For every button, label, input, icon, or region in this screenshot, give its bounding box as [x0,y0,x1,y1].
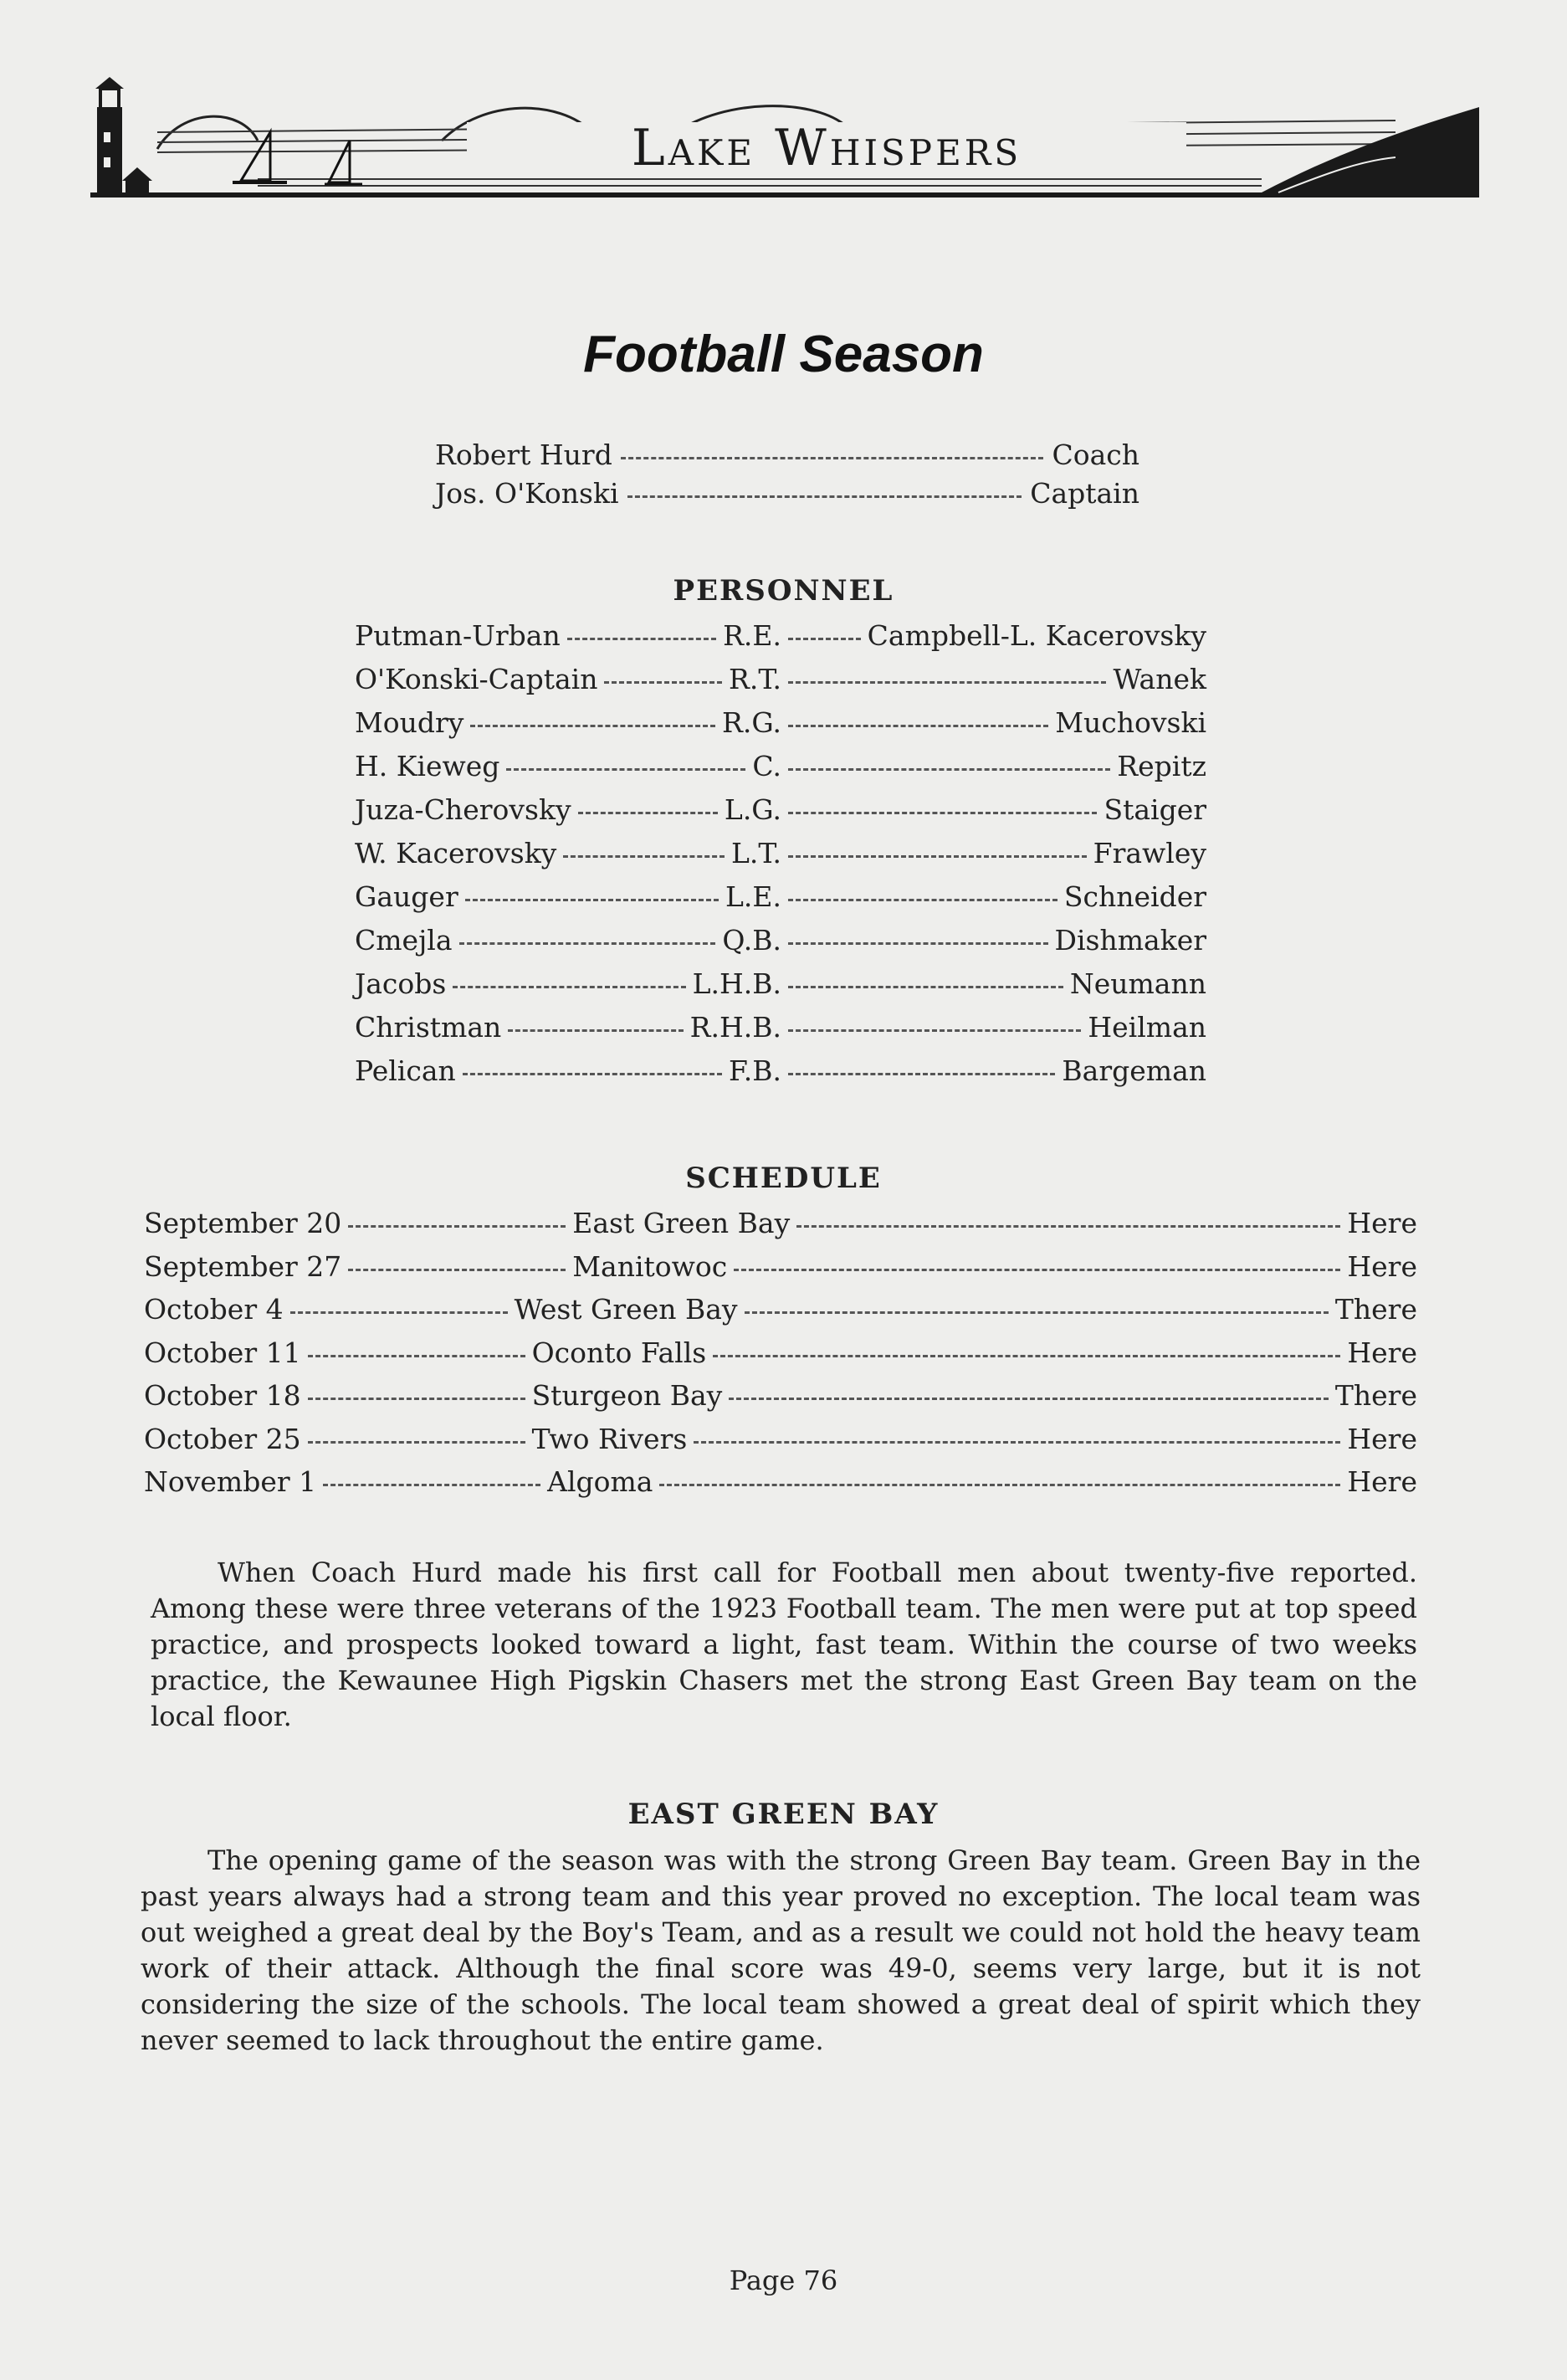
leader-dashes [463,1073,722,1075]
game-site: Here [1347,1207,1417,1239]
leader-dashes [578,812,718,814]
right-side [781,793,1206,826]
left-side [355,1054,781,1087]
leader-dashes [627,495,1022,498]
intro-paragraph: When Coach Hurd made his first call for Football men about twenty-five reported. Among these were three veterans of the 1923 Football team. The men were put at top speed practice, and prospects looked toward a light, fast team. Within the course of two weeks practice, the Kewaunee High Pigskin Chasers met the strong East Green Bay team on the local floor. [151,1557,1417,1732]
leader-dashes [621,457,1044,459]
banner-title: Lake Whispers [467,122,1186,174]
leader-dashes [659,1484,1340,1486]
schedule-row [144,1423,1417,1464]
schedule-heading: SCHEDULE [685,1162,882,1195]
leader-dashes [713,1355,1340,1357]
left-side [355,663,781,695]
page-number: Page 76 [729,2265,838,2296]
staff-role: Coach [1052,439,1139,471]
player-name: Muchovski [1055,706,1206,739]
player-name: W. Kacerovsky [355,837,557,869]
position-label: L.G. [724,793,781,826]
opponent: Two Rivers [531,1422,688,1455]
leader-dashes [788,768,1110,771]
player-name: Jacobs [355,967,447,1000]
personnel-row [355,1011,1206,1051]
personnel-row [355,706,1206,746]
leader-dashes [453,986,685,988]
player-name: Schneider [1063,880,1206,913]
leader-dashes [788,899,1057,901]
left-side [355,706,781,739]
player-name: Bargeman [1062,1054,1206,1087]
opponent: Sturgeon Bay [531,1379,723,1412]
player-name: Putman-Urban [355,619,561,652]
left-side [355,924,781,957]
game-date: October 18 [144,1379,301,1412]
game-date: September 27 [144,1249,342,1283]
schedule-row [144,1465,1417,1507]
opponent: Algoma [547,1465,653,1498]
leader-dashes [788,855,1087,858]
leader-dashes [694,1441,1340,1444]
player-name: Cmejla [355,924,453,957]
game-paragraph: The opening game of the season was with the strong Green Bay team. Green Bay in the past years always had a strong team and this year proved no exception. The local team was out weighed a great deal by the Boy's Team, and as a result we could not hold the heavy team work of their attack. Although the final score was 49-0, seems very large, but it is not considering the size of the schools. The local team showed a great deal of spirit which they never seemed to lack throughout the entire game. [141,1844,1421,2056]
schedule-row [144,1207,1417,1249]
leader-dashes [788,812,1097,814]
leader-dashes [323,1484,540,1486]
leader-dashes [729,1398,1329,1400]
header-banner [90,74,1479,208]
player-name: Neumann [1069,967,1206,1000]
leader-dashes [745,1311,1329,1314]
position-label: R.H.B. [689,1011,781,1044]
player-name: Wanek [1113,663,1206,695]
opponent: West Green Bay [514,1293,738,1326]
leader-dashes [348,1225,566,1228]
leader-dashes [788,942,1048,945]
right-side [781,837,1206,869]
schedule-row [144,1293,1417,1335]
leader-dashes [308,1398,525,1400]
right-side [781,1011,1206,1044]
position-label: L.E. [725,880,781,913]
right-side [781,663,1206,695]
leader-dashes [290,1311,508,1314]
leader-dashes [348,1269,566,1271]
personnel-heading: PERSONNEL [673,574,894,608]
staff-row [435,477,1139,510]
personnel-row [355,793,1206,834]
game-date: October 11 [144,1336,301,1369]
staff-name: Jos. O'Konski [435,477,619,510]
leader-dashes [788,681,1106,684]
right-side [781,706,1206,739]
schedule-row [144,1250,1417,1292]
position-label: R.E. [723,619,781,652]
leader-dashes [788,725,1048,727]
personnel-row [355,750,1206,790]
personnel-row [355,663,1206,703]
left-side [355,619,781,652]
player-name: Campbell-L. Kacerovsky [867,619,1206,652]
right-side [781,924,1206,957]
leader-dashes [796,1225,1340,1228]
personnel-row [355,837,1206,877]
game-site: Here [1347,1465,1417,1498]
position-label: F.B. [729,1054,781,1087]
opponent: Manitowoc [572,1249,728,1283]
player-name: Dishmaker [1054,924,1206,957]
game-heading: EAST GREEN BAY [627,1798,940,1831]
player-name: Frawley [1093,837,1206,869]
personnel-row [355,880,1206,921]
leader-dashes [308,1355,525,1357]
staff-row [435,439,1139,471]
player-name: Pelican [355,1054,456,1087]
position-label: C. [752,750,781,782]
game-date: October 25 [144,1422,301,1455]
position-label: Q.B. [722,924,781,957]
leader-dashes [506,768,745,771]
leader-dashes [563,855,725,858]
player-name: Repitz [1117,750,1206,782]
right-side [781,750,1206,782]
game-date: November 1 [144,1465,317,1498]
leader-dashes [734,1269,1340,1271]
leader-dashes [788,986,1063,988]
left-side [355,793,781,826]
right-side [781,880,1206,913]
position-label: L.H.B. [692,967,781,1000]
leader-dashes [788,1073,1055,1075]
game-site: Here [1347,1249,1417,1283]
personnel-row [355,619,1206,659]
right-side [781,967,1206,1000]
leader-dashes [604,681,722,684]
left-side [355,1011,781,1044]
position-label: R.T. [729,663,781,695]
game-site: There [1334,1293,1417,1326]
player-name: O'Konski-Captain [355,663,598,695]
position-label: L.T. [730,837,781,869]
left-side [355,837,781,869]
schedule-row [144,1336,1417,1378]
left-side [355,967,781,1000]
player-name: Heilman [1088,1011,1206,1044]
opponent: East Green Bay [572,1207,791,1239]
player-name: H. Kieweg [355,750,500,782]
leader-dashes [788,638,861,640]
leader-dashes [470,725,715,727]
leader-dashes [508,1029,683,1032]
staff-name: Robert Hurd [435,439,612,471]
player-name: Staiger [1104,793,1206,826]
game-date: October 4 [144,1293,284,1326]
personnel-row [355,967,1206,1008]
game-site: Here [1347,1336,1417,1369]
player-name: Gauger [355,880,458,913]
left-side [355,750,781,782]
right-side [781,619,1206,652]
opponent: Oconto Falls [531,1336,707,1369]
player-name: Christman [355,1011,502,1044]
page-title: Football Season [583,326,984,383]
player-name: Juza-Cherovsky [355,793,571,826]
leader-dashes [459,942,716,945]
left-side [355,880,781,913]
game-site: There [1334,1379,1417,1412]
game-date: September 20 [144,1207,342,1239]
right-side [781,1054,1206,1087]
game-site: Here [1347,1422,1417,1455]
leader-dashes [308,1441,525,1444]
leader-dashes [788,1029,1081,1032]
leader-dashes [567,638,716,640]
leader-dashes [465,899,719,901]
staff-role: Captain [1030,477,1139,510]
schedule-row [144,1379,1417,1421]
personnel-row [355,924,1206,964]
position-label: R.G. [721,706,781,739]
personnel-row [355,1054,1206,1095]
player-name: Moudry [355,706,464,739]
